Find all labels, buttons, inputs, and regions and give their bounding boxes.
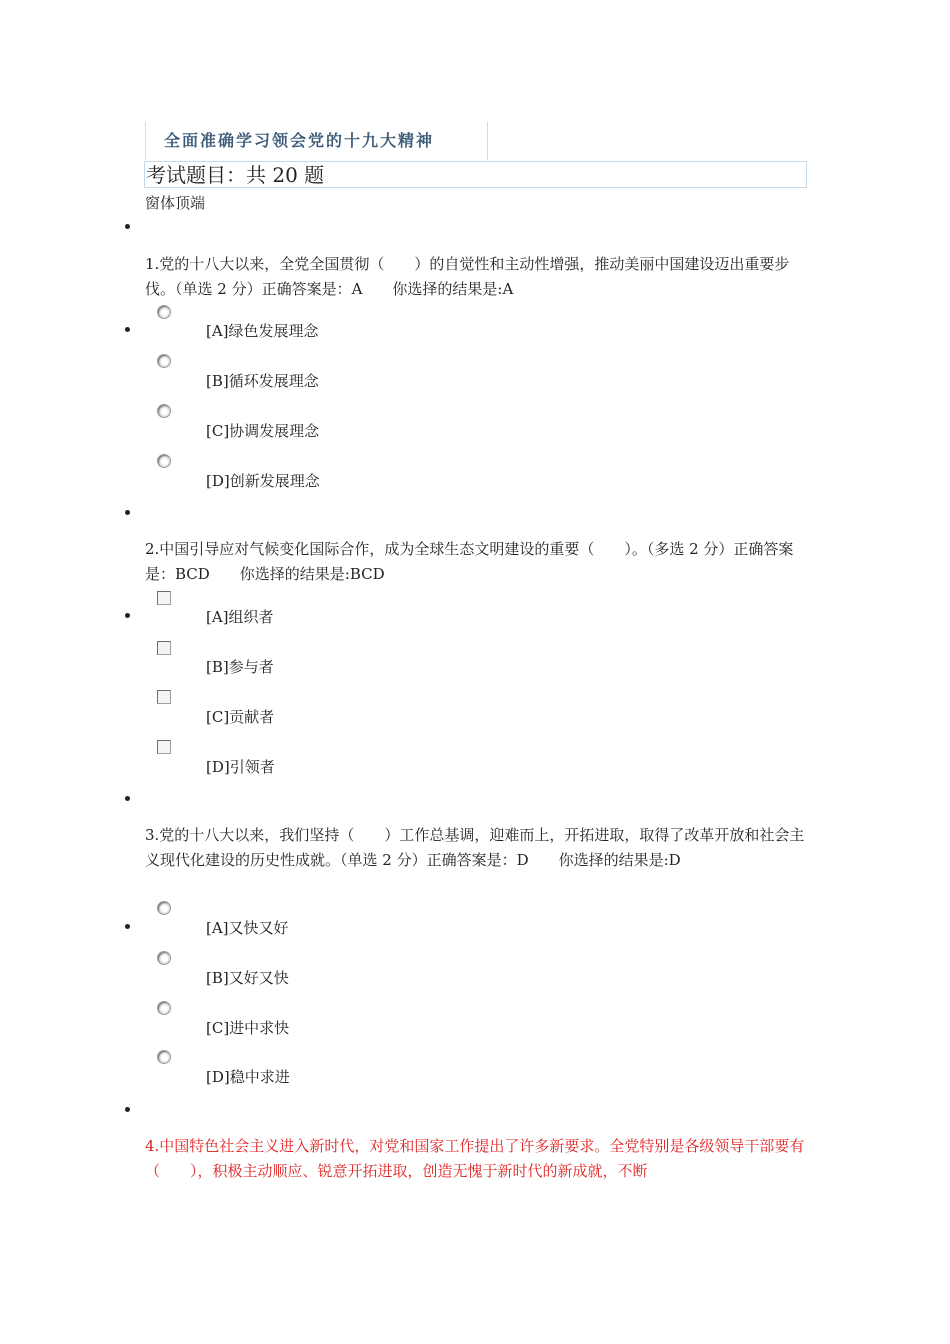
bullet-icon [125,924,130,929]
q3-option-c-radio[interactable] [157,1001,171,1015]
course-title-box [145,122,488,160]
q2-option-b-checkbox[interactable] [157,641,171,655]
q3-option-a-label: [A]又快又好 [206,919,289,937]
q1-option-a-label: [A]绿色发展理念 [206,322,319,340]
bullet-icon [125,224,130,229]
q2-option-a-label: [A]组织者 [206,608,274,626]
form-top-label: 窗体顶端 [145,194,206,212]
q1-option-c-radio[interactable] [157,404,171,418]
q1-option-d-radio[interactable] [157,454,171,468]
q2-option-d-label: [D]引领者 [206,758,275,776]
q1-option-a-radio[interactable] [157,305,171,319]
q3-option-d-radio[interactable] [157,1050,171,1064]
question-3-text: 3.党的十八大以来，我们坚持（ ）工作总基调，迎难而上，开拓进取，取得了改革开放和社会主义现代化建设的历史性成就。（单选 2 分）正确答案是：D 你选择的结果是:D [145,826,805,869]
q3-option-d-label: [D]稳中求进 [206,1068,290,1086]
bullet-icon [125,796,130,801]
q2-option-b-label: [B]参与者 [206,658,274,676]
question-2-text: 2.中国引导应对气候变化国际合作，成为全球生态文明建设的重要（ ）。（多选 2 分）正确答案是：BCD 你选择的结果是:BCD [145,540,794,583]
bullet-icon [125,510,130,515]
q3-option-a-radio[interactable] [157,901,171,915]
q2-option-c-checkbox[interactable] [157,690,171,704]
bullet-icon [125,327,130,332]
exam-header: 考试题目：共 20 题 [144,161,807,188]
q2-option-a-checkbox[interactable] [157,591,171,605]
q1-option-d-label: [D]创新发展理念 [206,472,320,490]
q3-option-b-radio[interactable] [157,951,171,965]
bullet-icon [125,613,130,618]
question-1-text: 1.党的十八大以来，全党全国贯彻（ ）的自觉性和主动性增强，推动美丽中国建设迈出重要步伐。（单选 2 分）正确答案是：A 你选择的结果是:A [145,255,790,298]
q1-option-b-label: [B]循环发展理念 [206,372,319,390]
q1-option-b-radio[interactable] [157,354,171,368]
question-4-text: 4.中国特色社会主义进入新时代，对党和国家工作提出了许多新要求。全党特别是各级领导干部要有（ ），积极主动顺应、锐意开拓进取，创造无愧于新时代的新成就，不断 [145,1137,805,1180]
bullet-icon [125,1107,130,1112]
q2-option-c-label: [C]贡献者 [206,708,275,726]
q3-option-b-label: [B]又好又快 [206,969,289,987]
q2-option-d-checkbox[interactable] [157,740,171,754]
course-title: 全面准确学习领会党的十九大精神 [164,131,435,150]
q3-option-c-label: [C]进中求快 [206,1019,290,1037]
q1-option-c-label: [C]协调发展理念 [206,422,320,440]
